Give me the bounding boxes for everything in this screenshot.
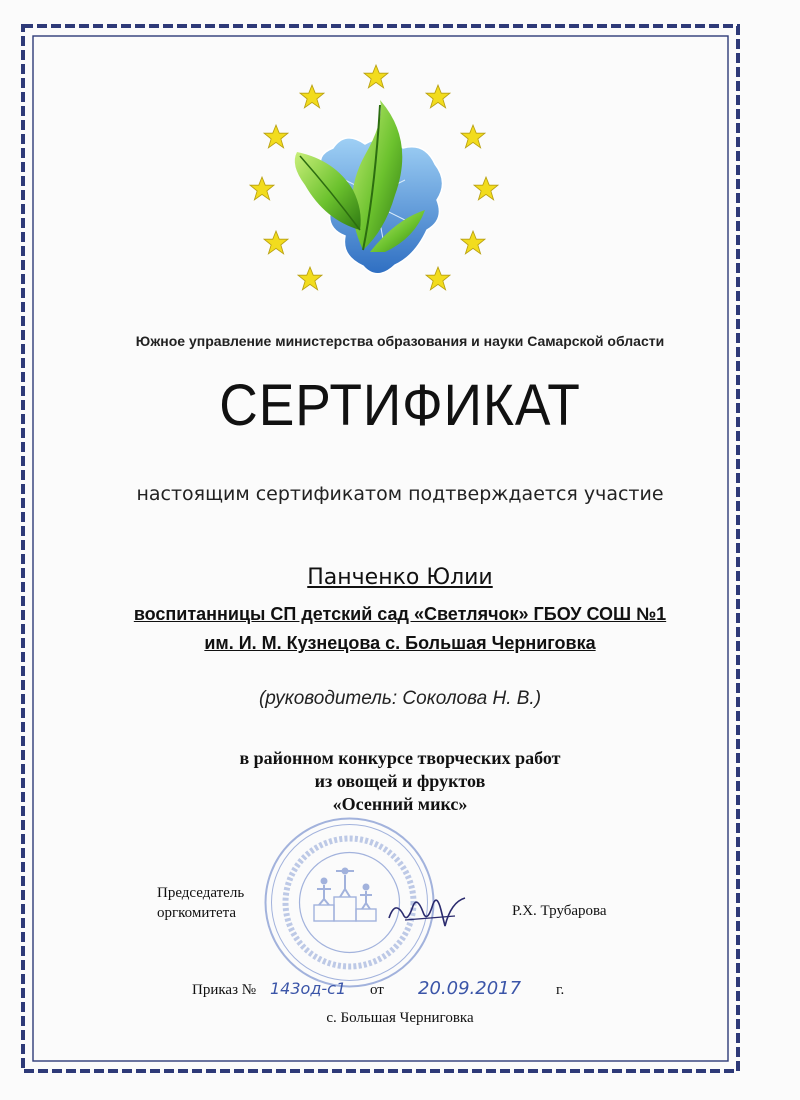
order-prefix: Приказ № (192, 982, 257, 998)
organization-name: Южное управление министерства образования и науки Самарской области (135, 333, 665, 349)
order-place: с. Большая Черниговка (326, 1010, 474, 1026)
recipient-locality: им. И. М. Кузнецова с. Большая Черниговка (204, 633, 596, 653)
order-date: 20.09.2017 (418, 978, 522, 999)
order-number: 143од-с1 (270, 979, 347, 998)
chairman-line-1: Председатель (157, 885, 245, 901)
certificate-title: СЕРТИФИКАТ (219, 373, 581, 438)
order-from-label: от (370, 982, 384, 998)
order-year-suffix: г. (556, 982, 565, 998)
leader-note: (руководитель: Соколова Н. В.) (258, 688, 542, 709)
recipient-name: Панченко Юлии (307, 565, 493, 590)
contest-line-3: «Осенний микс» (332, 794, 468, 814)
chairman-title (157, 883, 244, 923)
contest-line-1: в районном конкурсе творческих работ (239, 748, 561, 768)
contest-description (0, 747, 800, 816)
recipient-institution: воспитанницы СП детский сад «Светлячок» ГБОУ СОШ №1 (133, 604, 667, 624)
emblem-logo (245, 60, 505, 300)
contest-line-2: из овощей и фруктов (314, 771, 486, 791)
certificate-subtitle: настоящим сертификатом подтверждается участие (136, 483, 664, 505)
handwritten-signature (385, 890, 470, 935)
signer-name: Р.Х. Трубарова (512, 903, 607, 919)
chairman-line-2: оргкомитета (157, 905, 237, 921)
